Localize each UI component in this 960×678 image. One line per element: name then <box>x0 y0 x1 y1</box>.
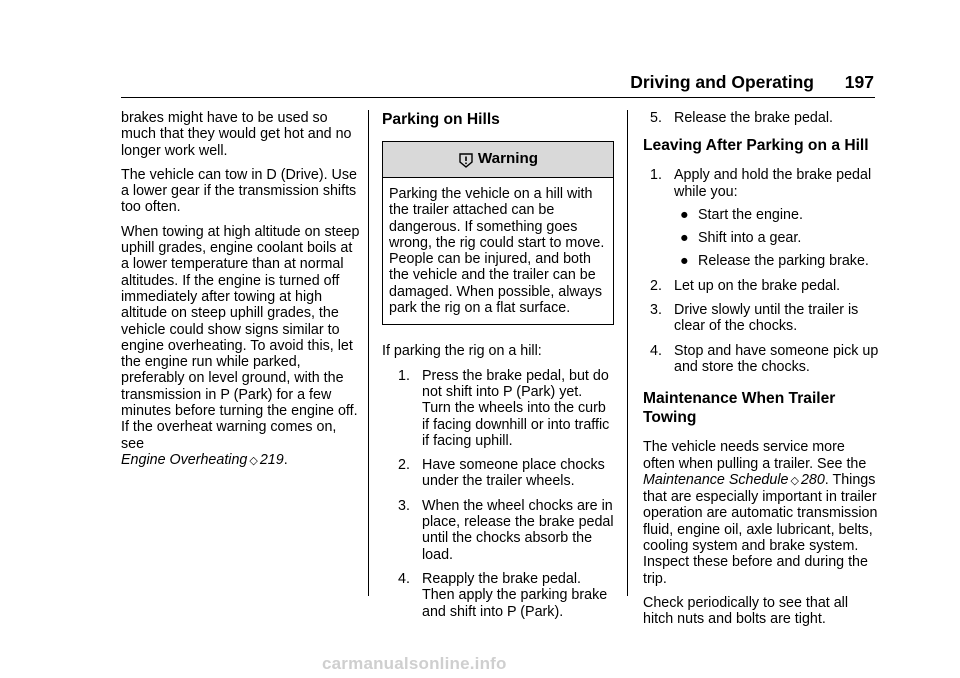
page-ref-arrow-icon: ◇ <box>790 474 799 487</box>
steps-list <box>382 368 614 620</box>
paragraph: The vehicle needs service more often when pulling a trailer. See the Maintenance Schedule ◇ 280. Things that are especially important in trailer operation are automatic transmission fluid, engine oil, axle lubricant, belts, cooling system and brake system. Inspect these before and during the trip. <box>643 439 878 587</box>
page-ref-arrow-icon: ◇ <box>249 454 258 467</box>
warning-body: Parking the vehicle on a hill with the trailer attached can be dangerous. If something goes wrong, the rig could start to move. People can be injured, and both the vehicle and the trailer can be damaged. When possible, always park the rig on a flat surface. <box>389 186 605 317</box>
warning-icon <box>458 152 474 168</box>
bullet-icon: ● <box>680 230 689 247</box>
footer-watermark: carmanualsonline.info <box>322 654 507 673</box>
section-heading: Leaving After Parking on a Hill <box>643 137 869 155</box>
bullet-icon: ● <box>680 206 689 223</box>
section-heading: Parking on Hills <box>382 111 500 128</box>
list-item: 1. Apply and hold the brake pedal while you: ● Start the engine. ● Shift into a gear. ● Release the parking brake. <box>650 167 879 269</box>
paragraph: The vehicle can tow in D (Drive). Use a lower gear if the transmission shifts too often. <box>121 166 357 216</box>
list-item: 3. Drive slowly until the trailer is clear of the chocks. <box>650 302 859 335</box>
bullet-item: ● Start the engine. <box>680 206 803 223</box>
steps-list <box>643 110 879 126</box>
warning-title: Warning <box>477 150 539 168</box>
list-item: 3. When the wheel chocks are in place, release the brake pedal until the chocks absorb the load. <box>398 497 614 563</box>
column-2 <box>382 110 614 628</box>
paragraph: brakes might have to be used so much that they would get hot and no longer work well. <box>121 110 352 159</box>
warning-box <box>382 141 614 325</box>
cross-reference-link[interactable]: Engine Overheating ◇ 219 <box>121 451 284 468</box>
section-heading: Maintenance When Trailer Towing <box>643 390 836 427</box>
paragraph: If parking the rig on a hill: <box>382 343 542 360</box>
cross-reference-link[interactable]: Maintenance Schedule ◇ 280 <box>643 471 825 488</box>
list-item: 1. Press the brake pedal, but do not shift into P (Park) yet. Turn the wheels into the curb if facing downhill or into traffic if facing uphill. <box>398 367 610 449</box>
bullet-item: ● Release the parking brake. <box>680 253 869 270</box>
column-divider <box>627 110 628 596</box>
page-number: 197 <box>844 72 874 92</box>
bullet-icon: ● <box>680 253 689 270</box>
list-item: 2. Let up on the brake pedal. <box>650 277 841 294</box>
list-item: 4. Reapply the brake pedal. Then apply the parking brake and shift into P (Park). <box>398 570 608 620</box>
bullet-list <box>674 207 879 270</box>
list-item: 4. Stop and have someone pick up and store the chocks. <box>650 342 879 375</box>
header-rule <box>121 97 875 98</box>
column-1 <box>121 110 361 477</box>
paragraph: When towing at high altitude on steep uphill grades, engine coolant boils at a lower temperature than at normal altitudes. If the engine is turned off immediately after towing at high altitude on steep uphill grades, the vehicle could show signs similar to engine overheating. To avoid this, let the engine run while parked, preferably on level ground, with the transmission in P (Park) for a few minutes before turning the engine off. If the overheat warning comes on, see Engine Overheating ◇ 219. <box>121 223 360 468</box>
bullet-item: ● Shift into a gear. <box>680 230 802 247</box>
section-title: Driving and Operating <box>630 72 814 92</box>
steps-list <box>643 167 879 375</box>
list-item: 2. Have someone place chocks under the trailer wheels. <box>398 457 605 490</box>
column-divider <box>368 110 369 596</box>
paragraph: Check periodically to see that all hitch nuts and bolts are tight. <box>643 594 849 628</box>
column-3 <box>643 110 879 636</box>
list-item: 5. Release the brake pedal. <box>650 110 833 126</box>
warning-header <box>383 142 613 178</box>
